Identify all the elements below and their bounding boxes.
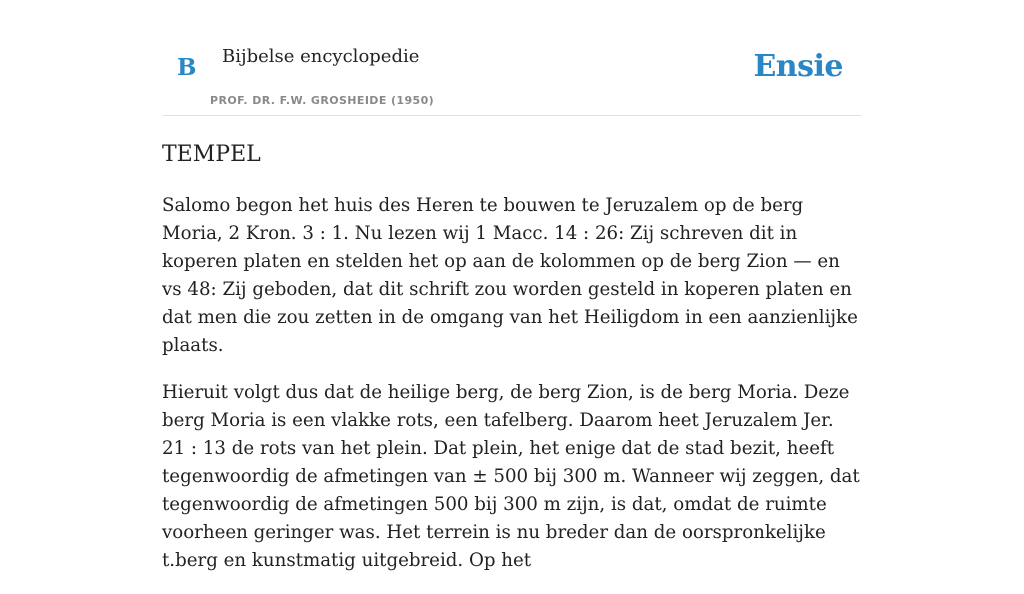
ensie-logo[interactable]: Ensie bbox=[753, 49, 843, 84]
article-paragraph: Hieruit volgt dus dat de heilige berg, de berg Zion, is de berg Moria. Deze berg Moria is een vlakke rots, een tafelberg. Daarom heet Jeruzalem Jer. 21 : 13 de rots van het plein. Dat plein, het enige dat de stad bezit, heeft tegenwoordig de afmetingen van ± 500 bij 300 m. Wanneer wij zeggen, dat tegenwoordig de afmetingen 500 bij 300 m zijn, is dat, omdat de ruimte voorheen geringer was. Het terrein is nu breder dan de oorspronkelijke t.berg en kunstmatig uitgebreid. Op het bbox=[162, 382, 860, 571]
book-title[interactable]: Bijbelse encyclopedie bbox=[222, 46, 420, 67]
article-title: TEMPEL bbox=[162, 142, 261, 167]
article-paragraph: Salomo begon het huis des Heren te bouwen te Jeruzalem op de berg Moria, 2 Kron. 3 : 1. Nu lezen wij 1 Macc. 14 : 26: Zij schreven dit in koperen platen en stelden het op aan de kolommen op de berg Zion — en vs 48: Zij geboden, dat dit schrift zou worden gesteld in koperen platen en dat men die zou zetten in de omgang van het Heiligdom in een aanzienlijke plaats. bbox=[162, 195, 858, 356]
article-body bbox=[162, 192, 862, 575]
book-logo[interactable]: B bbox=[177, 54, 197, 81]
site-header bbox=[162, 0, 862, 116]
article bbox=[162, 140, 862, 594]
book-author[interactable]: PROF. DR. F.W. GROSHEIDE (1950) bbox=[210, 94, 435, 107]
